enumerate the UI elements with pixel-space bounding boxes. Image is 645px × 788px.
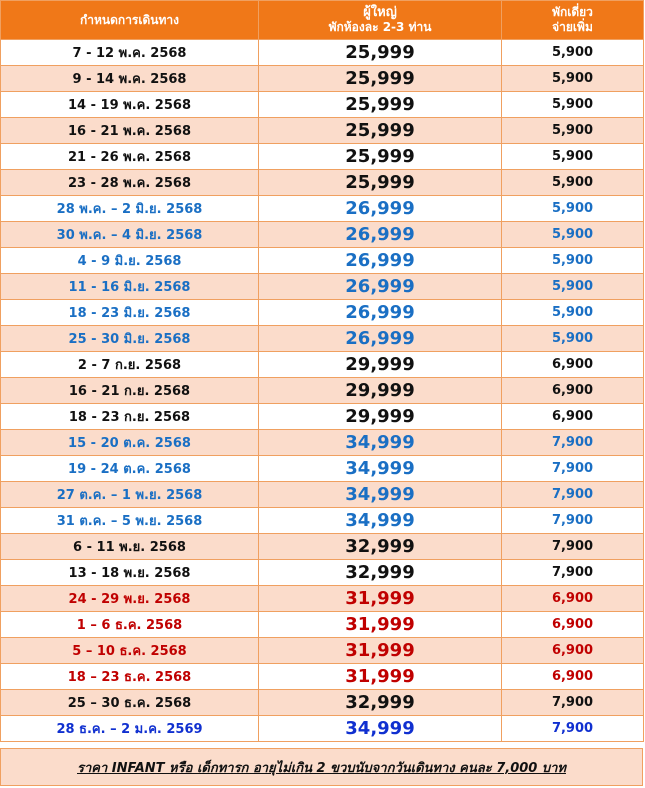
single-cell: 5,900	[502, 40, 644, 66]
table-row	[1, 274, 644, 300]
date-cell: 28 ธ.ค. – 2 ม.ค. 2569	[1, 716, 259, 742]
single-cell: 5,900	[502, 222, 644, 248]
single-cell: 7,900	[502, 430, 644, 456]
single-cell: 7,900	[502, 482, 644, 508]
table-header-row	[1, 1, 644, 40]
single-cell: 7,900	[502, 456, 644, 482]
table-row	[1, 222, 644, 248]
date-cell: 14 - 19 พ.ค. 2568	[1, 92, 259, 118]
date-cell: 18 - 23 มิ.ย. 2568	[1, 300, 259, 326]
date-cell: 16 - 21 พ.ค. 2568	[1, 118, 259, 144]
single-cell: 5,900	[502, 118, 644, 144]
header-adult	[259, 1, 502, 40]
date-cell: 7 - 12 พ.ค. 2568	[1, 40, 259, 66]
table-row	[1, 40, 644, 66]
adult-cell: 25,999	[259, 66, 502, 92]
date-cell: 28 พ.ค. – 2 มิ.ย. 2568	[1, 196, 259, 222]
table-row	[1, 716, 644, 742]
table-row	[1, 118, 644, 144]
adult-cell: 25,999	[259, 144, 502, 170]
date-cell: 24 - 29 พ.ย. 2568	[1, 586, 259, 612]
single-cell: 6,900	[502, 352, 644, 378]
single-cell: 5,900	[502, 196, 644, 222]
single-cell: 7,900	[502, 534, 644, 560]
adult-cell: 32,999	[259, 560, 502, 586]
single-cell: 5,900	[502, 170, 644, 196]
table-row	[1, 638, 644, 664]
date-cell: 2 - 7 ก.ย. 2568	[1, 352, 259, 378]
header-single-label: พักเดี่ยว	[552, 5, 593, 19]
adult-cell: 31,999	[259, 638, 502, 664]
adult-cell: 31,999	[259, 586, 502, 612]
adult-cell: 34,999	[259, 456, 502, 482]
single-cell: 6,900	[502, 612, 644, 638]
table-row	[1, 612, 644, 638]
date-cell: 6 - 11 พ.ย. 2568	[1, 534, 259, 560]
table-row	[1, 352, 644, 378]
table-row	[1, 196, 644, 222]
adult-cell: 25,999	[259, 170, 502, 196]
header-single	[502, 1, 644, 40]
adult-cell: 25,999	[259, 40, 502, 66]
adult-cell: 26,999	[259, 300, 502, 326]
table-row	[1, 300, 644, 326]
header-date-label: กำหนดการเดินทาง	[80, 12, 179, 27]
table-row	[1, 482, 644, 508]
adult-cell: 29,999	[259, 404, 502, 430]
adult-cell: 32,999	[259, 534, 502, 560]
infant-note	[0, 748, 643, 786]
adult-cell: 34,999	[259, 716, 502, 742]
adult-cell: 26,999	[259, 326, 502, 352]
table-row	[1, 326, 644, 352]
single-cell: 6,900	[502, 378, 644, 404]
adult-cell: 26,999	[259, 196, 502, 222]
date-cell: 25 – 30 ธ.ค. 2568	[1, 690, 259, 716]
date-cell: 18 – 23 ธ.ค. 2568	[1, 664, 259, 690]
header-adult-label: ผู้ใหญ่	[363, 5, 397, 20]
adult-cell: 29,999	[259, 378, 502, 404]
single-cell: 6,900	[502, 586, 644, 612]
single-cell: 5,900	[502, 92, 644, 118]
table-row	[1, 430, 644, 456]
date-cell: 16 - 21 ก.ย. 2568	[1, 378, 259, 404]
header-adult-sublabel: พักห้องละ 2-3 ท่าน	[328, 20, 432, 34]
date-cell: 13 - 18 พ.ย. 2568	[1, 560, 259, 586]
single-cell: 6,900	[502, 404, 644, 430]
adult-cell: 26,999	[259, 222, 502, 248]
table-row	[1, 560, 644, 586]
adult-cell: 32,999	[259, 690, 502, 716]
date-cell: 5 – 10 ธ.ค. 2568	[1, 638, 259, 664]
table-row	[1, 508, 644, 534]
table-row	[1, 66, 644, 92]
table-row	[1, 92, 644, 118]
single-cell: 5,900	[502, 326, 644, 352]
date-cell: 11 - 16 มิ.ย. 2568	[1, 274, 259, 300]
adult-cell: 34,999	[259, 482, 502, 508]
adult-cell: 26,999	[259, 248, 502, 274]
table-row	[1, 248, 644, 274]
header-date	[1, 1, 259, 40]
date-cell: 1 – 6 ธ.ค. 2568	[1, 612, 259, 638]
header-single-sublabel: จ่ายเพิ่ม	[552, 20, 593, 34]
date-cell: 30 พ.ค. – 4 มิ.ย. 2568	[1, 222, 259, 248]
adult-cell: 34,999	[259, 508, 502, 534]
date-cell: 19 - 24 ต.ค. 2568	[1, 456, 259, 482]
date-cell: 23 - 28 พ.ค. 2568	[1, 170, 259, 196]
adult-cell: 29,999	[259, 352, 502, 378]
adult-cell: 26,999	[259, 274, 502, 300]
single-cell: 7,900	[502, 716, 644, 742]
single-cell: 5,900	[502, 300, 644, 326]
single-cell: 7,900	[502, 560, 644, 586]
table-body	[1, 40, 644, 742]
single-cell: 7,900	[502, 690, 644, 716]
single-cell: 5,900	[502, 144, 644, 170]
adult-cell: 31,999	[259, 612, 502, 638]
table-row	[1, 534, 644, 560]
table-row	[1, 456, 644, 482]
date-cell: 4 - 9 มิ.ย. 2568	[1, 248, 259, 274]
date-cell: 27 ต.ค. – 1 พ.ย. 2568	[1, 482, 259, 508]
single-cell: 6,900	[502, 638, 644, 664]
table-row	[1, 404, 644, 430]
infant-note-text: ราคา INFANT หรือ เด็กทารก อายุไม่เกิน 2 ขวบนับจากวันเดินทาง คนละ 7,000 บาท	[77, 760, 566, 776]
table-row	[1, 144, 644, 170]
table-row	[1, 378, 644, 404]
date-cell: 25 - 30 มิ.ย. 2568	[1, 326, 259, 352]
single-cell: 5,900	[502, 274, 644, 300]
table-row	[1, 664, 644, 690]
adult-cell: 25,999	[259, 92, 502, 118]
date-cell: 21 - 26 พ.ค. 2568	[1, 144, 259, 170]
date-cell: 31 ต.ค. – 5 พ.ย. 2568	[1, 508, 259, 534]
date-cell: 9 - 14 พ.ค. 2568	[1, 66, 259, 92]
adult-cell: 31,999	[259, 664, 502, 690]
single-cell: 7,900	[502, 508, 644, 534]
table-row	[1, 170, 644, 196]
table-row	[1, 586, 644, 612]
single-cell: 6,900	[502, 664, 644, 690]
single-cell: 5,900	[502, 66, 644, 92]
date-cell: 18 - 23 ก.ย. 2568	[1, 404, 259, 430]
adult-cell: 25,999	[259, 118, 502, 144]
date-cell: 15 - 20 ต.ค. 2568	[1, 430, 259, 456]
single-cell: 5,900	[502, 248, 644, 274]
adult-cell: 34,999	[259, 430, 502, 456]
table-row	[1, 690, 644, 716]
